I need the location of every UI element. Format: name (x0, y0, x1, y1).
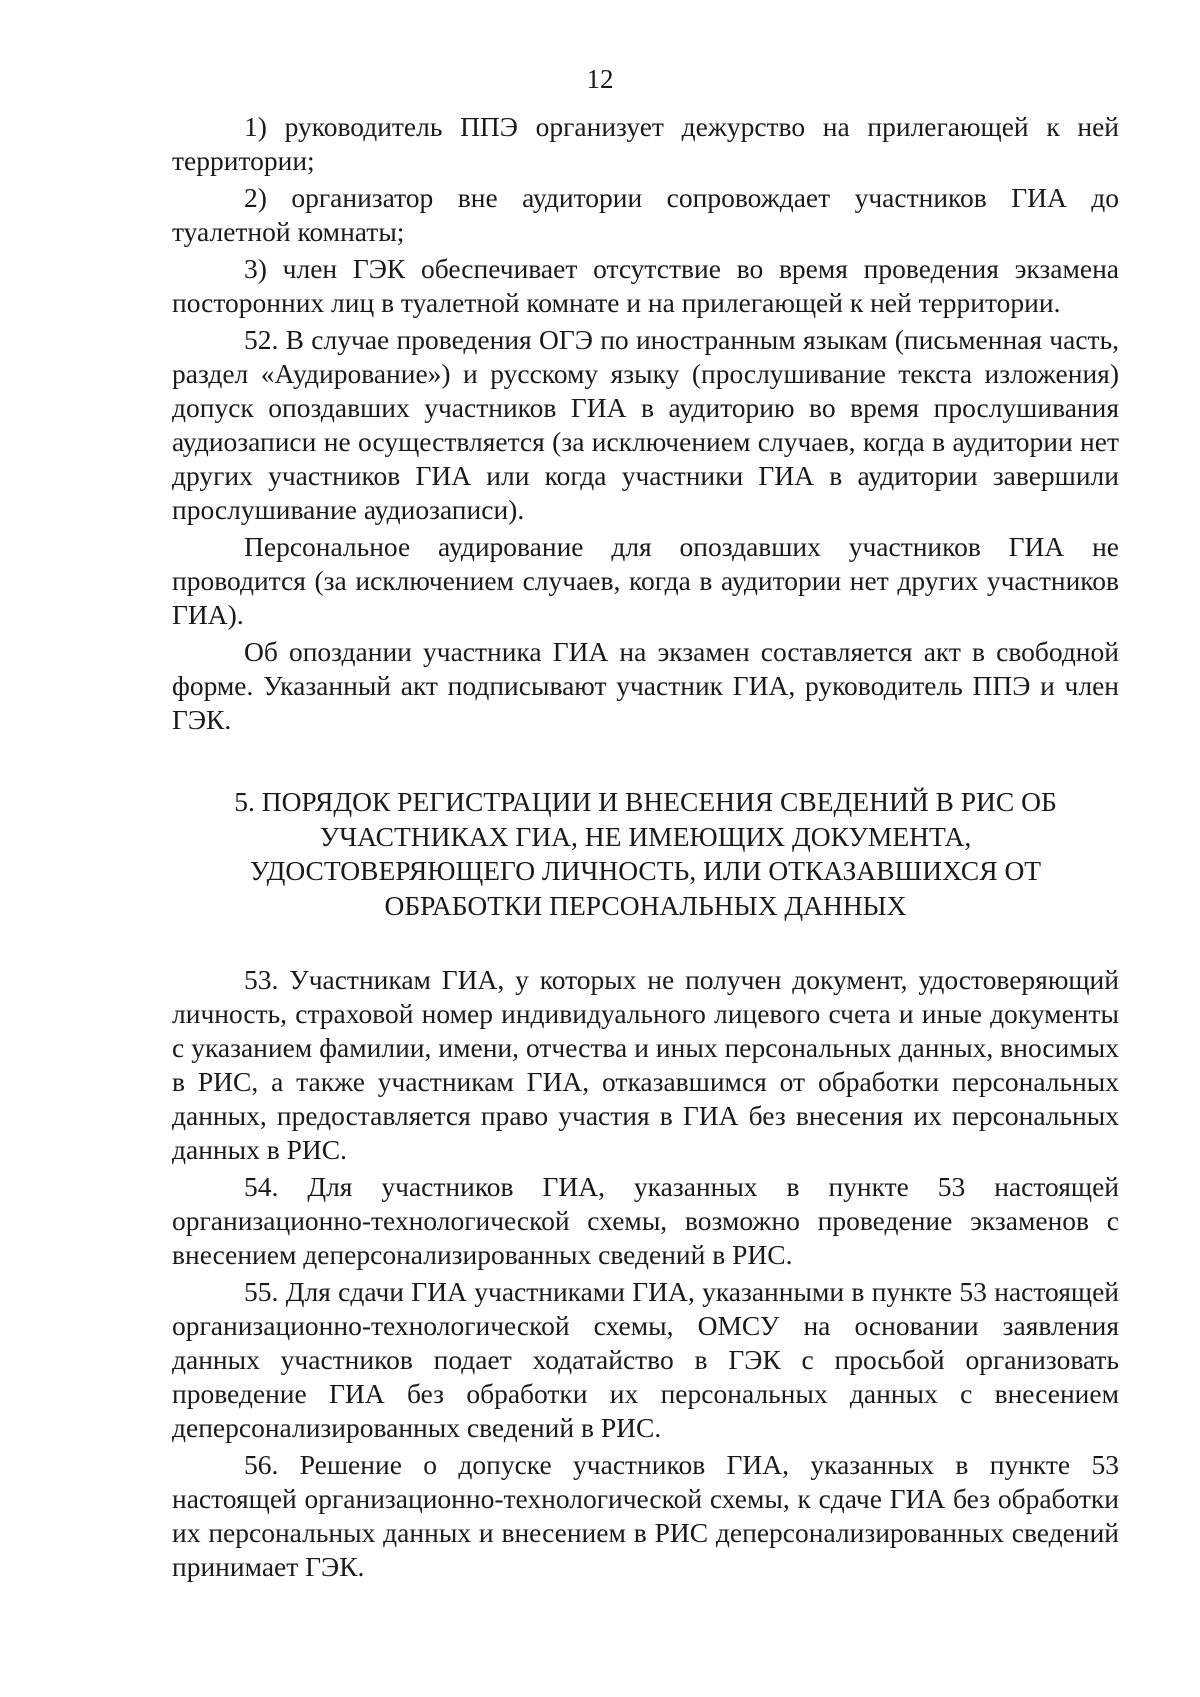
paragraph-55: 55. Для сдачи ГИА участниками ГИА, указанными в пункте 53 настоящей организационно-технологической схемы, ОМСУ на основании заявления данных участников подает ходатайство в ГЭК с просьбой организовать проведение ГИА без обработки их персональных данных с внесением деперсонализированных сведений в РИС. (172, 1276, 1119, 1443)
paragraph-52: 52. В случае проведения ОГЭ по иностранным языкам (письменная часть, раздел «Аудирование») и русскому языку (прослушивание текста изложения) допуск опоздавших участников ГИА в аудиторию во время прослушивания аудиозаписи не осуществляется (за исключением случаев, когда в аудитории нет других участников ГИА или когда участники ГИА в аудитории завершили прослушивание аудиозаписи). (172, 324, 1119, 525)
paragraph-item-2: 2) организатор вне аудитории сопровождает участников ГИА до туалетной комнаты; (172, 182, 1119, 247)
section-heading (172, 785, 1119, 923)
paragraph-personal-listening: Персональное аудирование для опоздавших участников ГИА не проводится (за исключением случаев, когда в аудитории нет других участников ГИА). (172, 531, 1119, 630)
section-heading-line: УДОСТОВЕРЯЮЩЕГО ЛИЧНОСТЬ, ИЛИ ОТКАЗАВШИХСЯ ОТ (249, 855, 1042, 886)
section-heading-line: УЧАСТНИКАХ ГИА, НЕ ИМЕЮЩИХ ДОКУМЕНТА, (319, 820, 972, 852)
paragraph-54: 54. Для участников ГИА, указанных в пункте 53 настоящей организационно-технологической схемы, возможно проведение экзаменов с внесением деперсонализированных сведений в РИС. (172, 1171, 1119, 1270)
paragraph-53: 53. Участникам ГИА, у которых не получен документ, удостоверяющий личность, страховой номер индивидуального лицевого счета и иные документы с указанием фамилии, имени, отчества и иных персональных данных, вносимых в РИС, а также участникам ГИА, отказавшимся от обработки персональных данных, предоставляется право участия в ГИА без внесения их персональных данных в РИС. (172, 964, 1119, 1165)
page-number: 12 (586, 64, 614, 94)
section-heading-line: 5. ПОРЯДОК РЕГИСТРАЦИИ И ВНЕСЕНИЯ СВЕДЕНИЙ В РИС ОБ (234, 786, 1057, 817)
bottom-text-block (172, 963, 1119, 1587)
section-heading-line: ОБРАБОТКИ ПЕРСОНАЛЬНЫХ ДАННЫХ (384, 889, 907, 921)
paragraph-56: 56. Решение о допуске участников ГИА, указанных в пункте 53 настоящей организационно-технологической схемы, к сдаче ГИА без обработки их персональных данных и внесением в РИС деперсонализированных сведений принимает ГЭК. (172, 1449, 1119, 1582)
paragraph-item-3: 3) член ГЭК обеспечивает отсутствие во время проведения экзамена посторонних лиц в туалетной комнате и на прилегающей к ней территории. (172, 253, 1119, 318)
top-text-block (172, 110, 1119, 740)
paragraph-item-1: 1) руководитель ППЭ организует дежурство на прилегающей к ней территории; (172, 111, 1119, 176)
paragraph-lateness-act: Об опоздании участника ГИА на экзамен составляется акт в свободной форме. Указанный акт подписывают участник ГИА, руководитель ППЭ и член ГЭК. (172, 636, 1119, 735)
